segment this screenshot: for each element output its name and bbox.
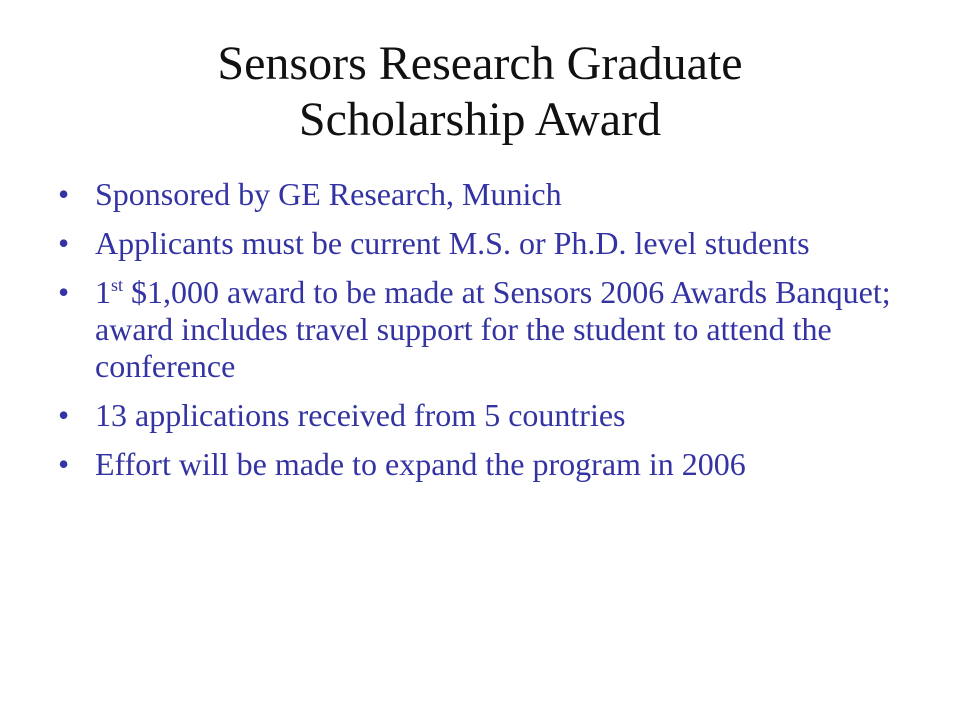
bullet-text: 13 applications received from 5 countries [95,397,626,433]
bullet-item-applications [58,397,908,434]
bullet-text: Applicants must be current M.S. or Ph.D. level students [95,225,810,261]
bullet-dot: • [58,274,70,310]
slide-title-line-2: Scholarship Award [298,93,662,146]
award-ordinal-number: 1 [95,274,111,310]
bullet-item-sponsor [58,176,908,213]
bullet-dot: • [58,225,70,261]
bullet-item-applicants [58,225,908,262]
slide-title-line-1: Sensors Research Graduate [217,37,743,90]
bullet-list [58,176,908,495]
award-ordinal-suffix: st [111,275,124,295]
bullet-dot: • [58,397,70,433]
bullet-text-award [95,274,891,384]
bullet-text: Sponsored by GE Research, Munich [95,176,562,212]
slide-title [0,36,960,148]
bullet-item-award [58,274,908,385]
bullet-item-expansion [58,446,908,483]
bullet-dot: • [58,176,70,212]
bullet-dot: • [58,446,70,482]
bullet-text: Effort will be made to expand the program in 2006 [95,446,746,482]
award-description: $1,000 award to be made at Sensors 2006 Awards Banquet; award includes travel support for the student to attend the conference [95,274,891,384]
